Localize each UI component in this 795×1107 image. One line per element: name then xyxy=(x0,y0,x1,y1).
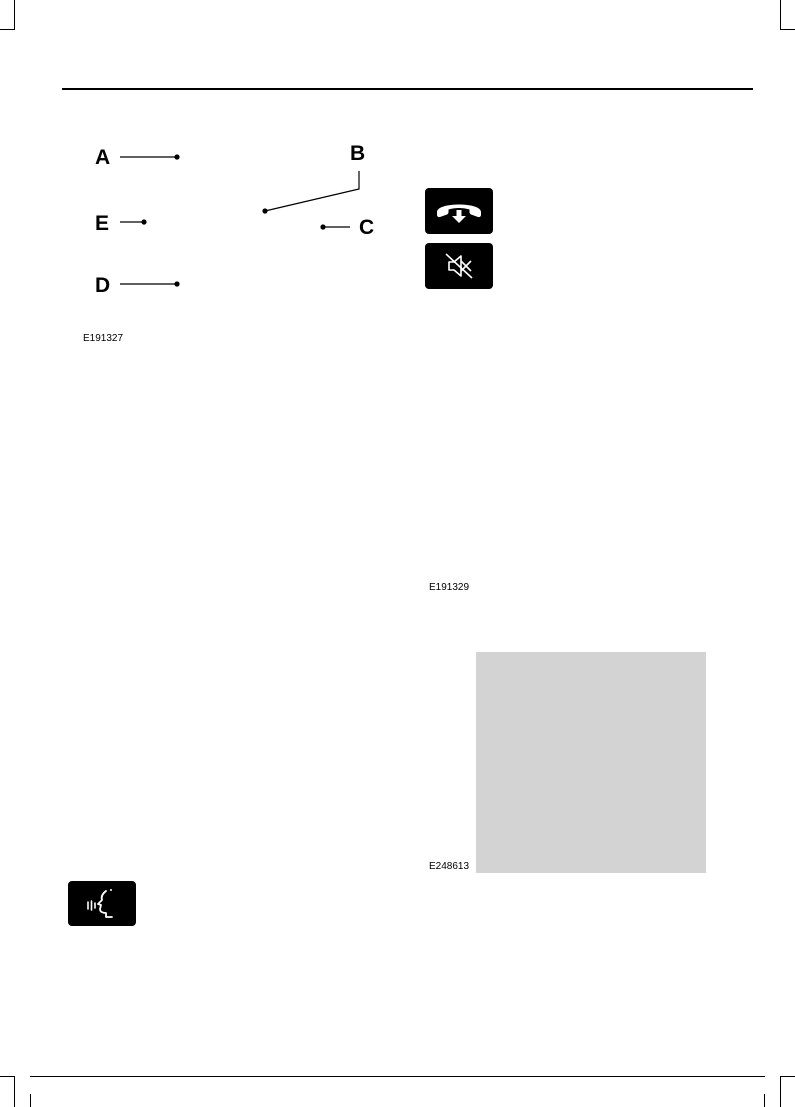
crop-mark-bottom-right-h xyxy=(781,1076,795,1077)
crop-tick-br xyxy=(764,1094,765,1107)
callout-label-d: D xyxy=(95,274,111,297)
crop-mark-top-left xyxy=(14,0,15,30)
callout-diagram xyxy=(60,130,390,350)
crop-mark-top-right xyxy=(780,0,781,30)
figure-id-right: E191329 xyxy=(429,582,470,593)
header-rule xyxy=(62,88,753,90)
crop-mark-bottom-right xyxy=(780,1076,781,1107)
figure-id-gray: E248613 xyxy=(429,861,470,872)
crop-mark-top-left-h xyxy=(0,29,14,30)
callout-label-a: A xyxy=(95,146,111,169)
callout-label-b: B xyxy=(350,142,366,165)
voice-command-icon xyxy=(68,881,136,926)
figure-id-left: E191327 xyxy=(83,333,124,344)
callout-label-e: E xyxy=(95,212,110,235)
gray-figure-placeholder xyxy=(476,652,706,873)
hang-up-phone-icon xyxy=(425,188,493,234)
crop-tick-bl xyxy=(30,1094,31,1107)
crop-mark-bottom-left-h xyxy=(0,1076,14,1077)
callout-label-c: C xyxy=(359,216,375,239)
crop-mark-bottom-center xyxy=(30,1076,765,1077)
mute-icon xyxy=(425,243,493,289)
crop-mark-top-right-h xyxy=(781,29,795,30)
crop-mark-bottom-left xyxy=(14,1076,15,1107)
